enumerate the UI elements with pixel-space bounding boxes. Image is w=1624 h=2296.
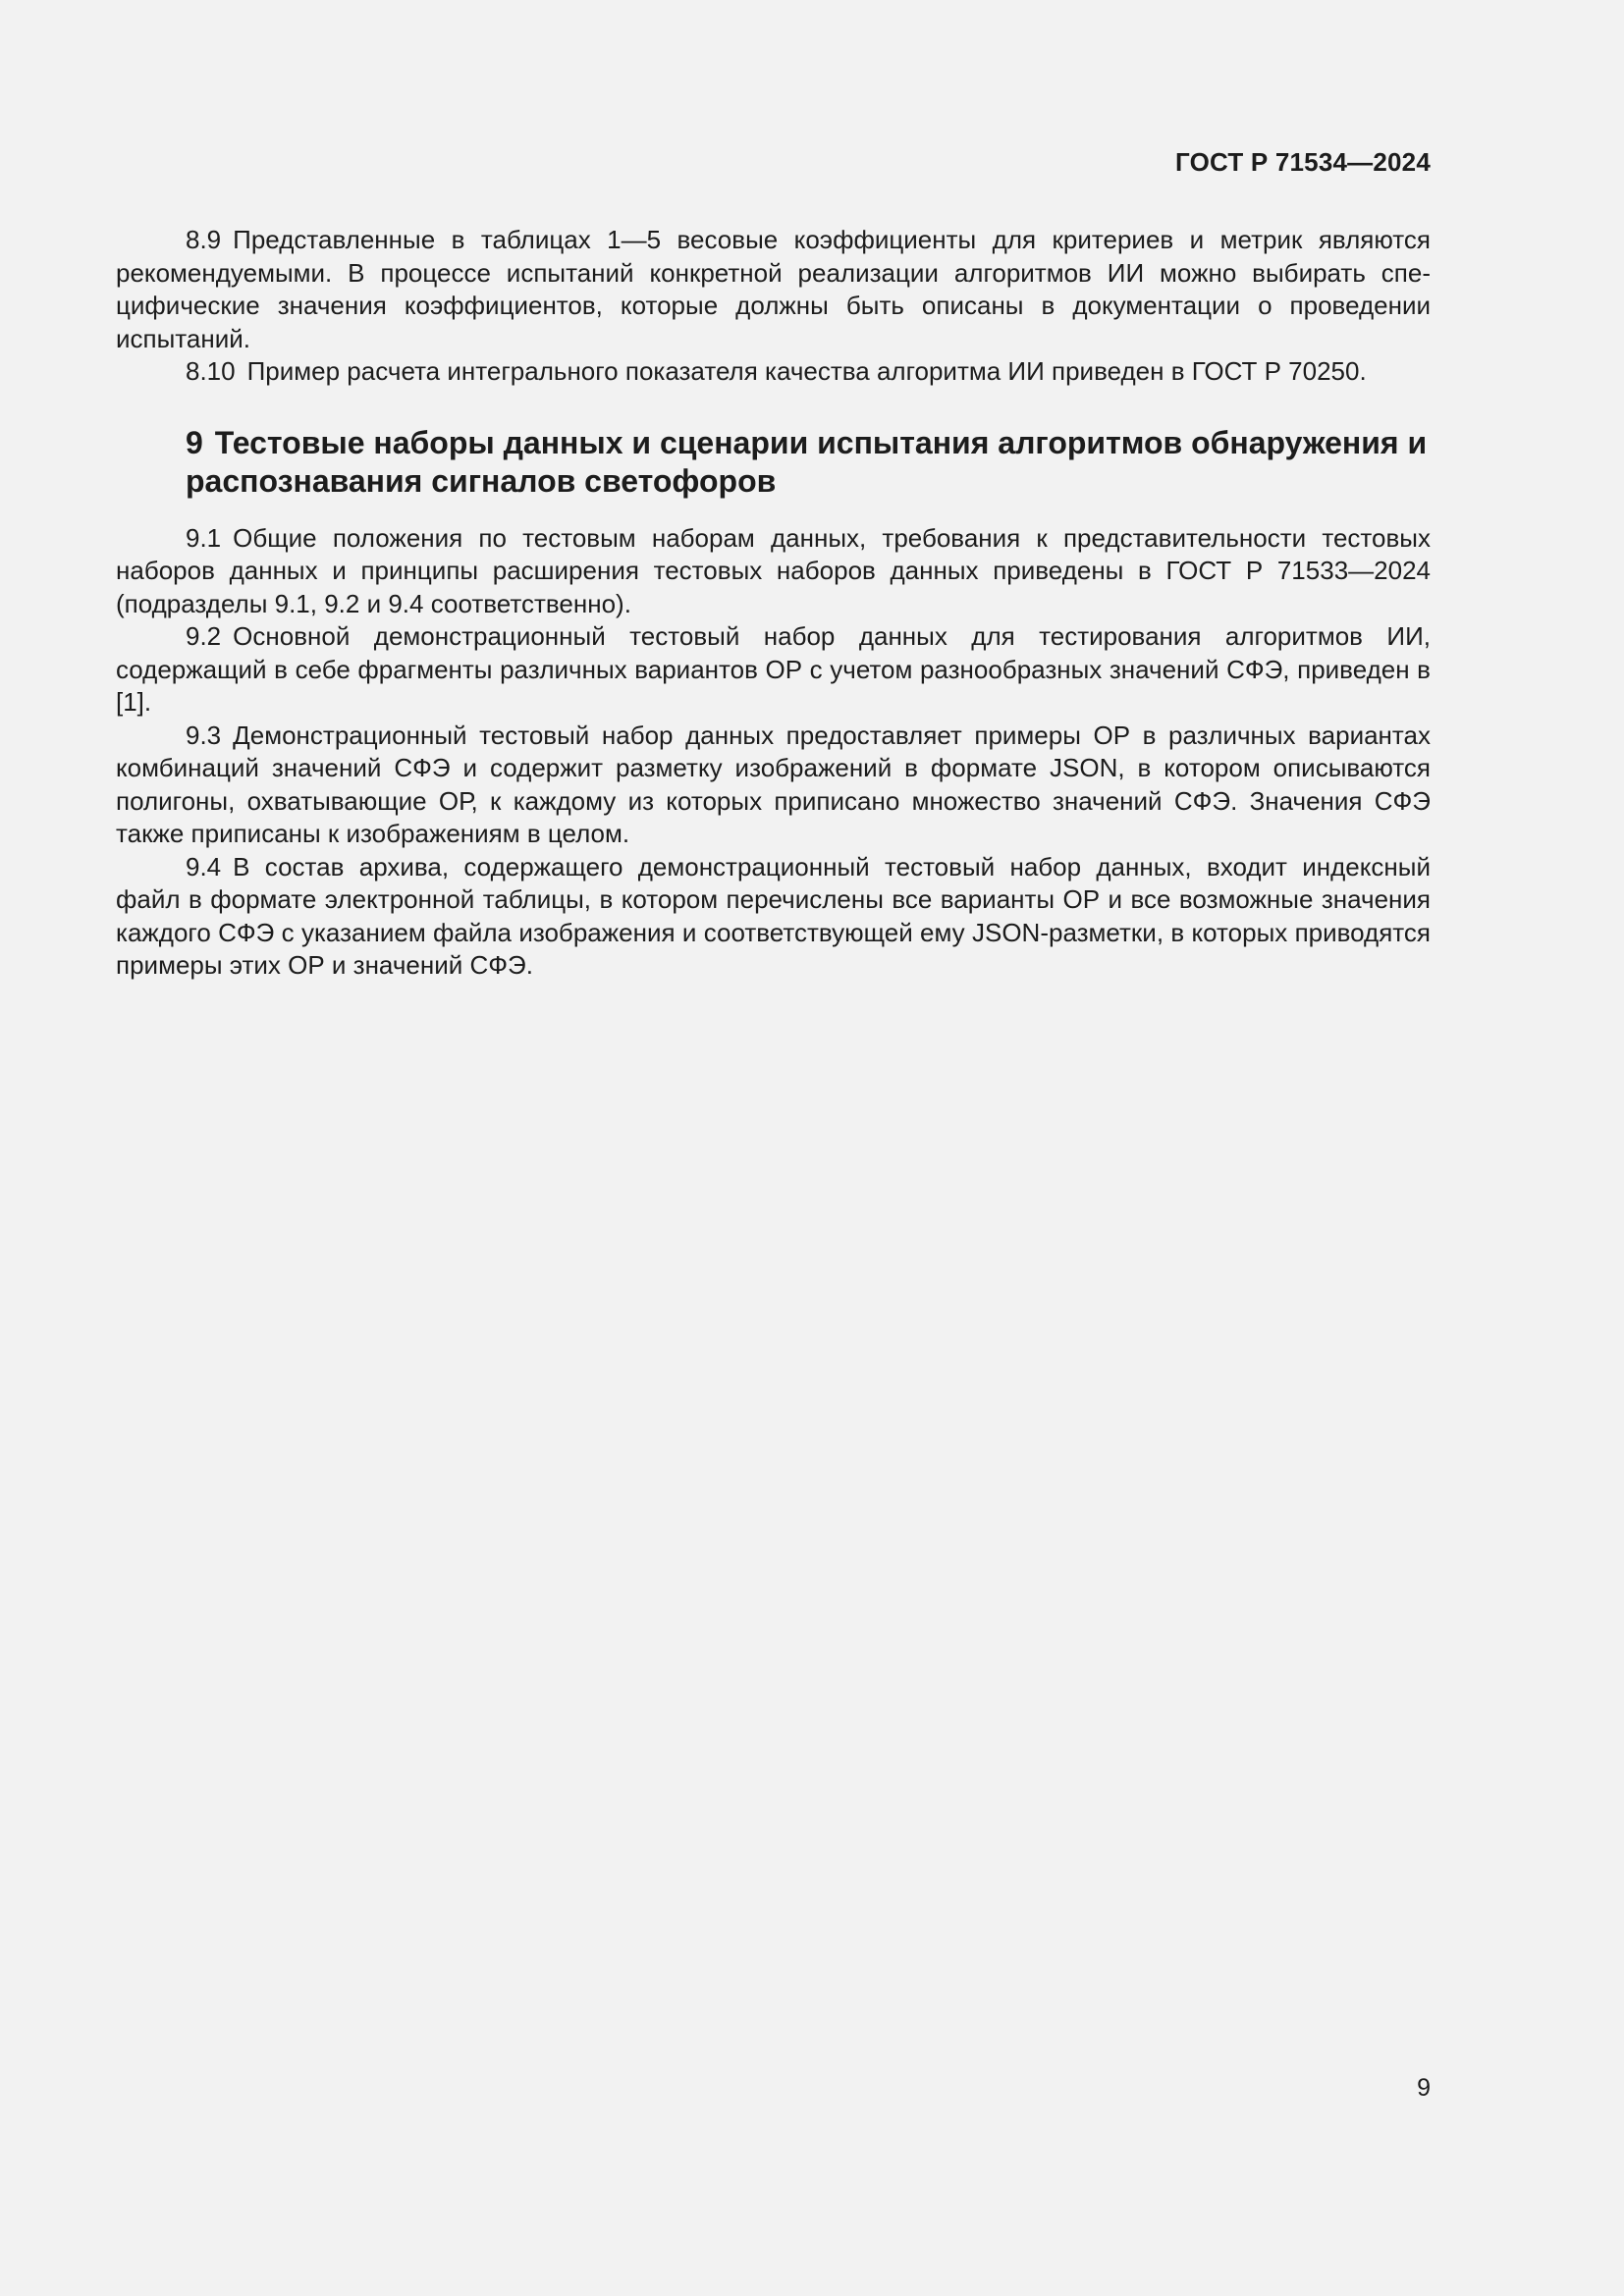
paragraph-8-9 <box>116 224 1431 355</box>
paragraph-number: 9.3 <box>186 720 222 750</box>
paragraph-number: 9.1 <box>186 522 222 553</box>
paragraph-text: Общие положения по тестовым наборам данных, требования к представительности тестовых наборов данных и принципы расширения тестовых наборов данных приведены в ГОСТ Р 71533—2024 (подразделы 9.1, 9.2 и 9.4 соответственно). <box>116 522 1431 618</box>
document-identifier: ГОСТ Р 71534—2024 <box>1175 147 1431 177</box>
page-number: 9 <box>1417 2074 1431 2102</box>
paragraph-9-4 <box>116 851 1431 983</box>
paragraph-8-10 <box>116 355 1431 389</box>
paragraph-text: Демонстрационный тестовый набор данных предоставляет примеры ОР в различных вариантах комбинаций значений СФЭ и содержит разметку изображений в формате JSON, в котором описываются полигоны, охватывающие ОР, к каждому из которых приписано множество значений СФЭ. Значения СФЭ также приписаны к изображениям в целом. <box>116 720 1431 848</box>
paragraph-text: Представленные в таблицах 1—5 весовые коэффициенты для критериев и метрик являются рекомендуемыми. В процессе испытаний конкретной реализации алгоритмов ИИ можно выбирать специфические значения коэффициентов, которые должны быть описаны в документации о проведении испытаний. <box>116 225 1431 353</box>
paragraph-9-1 <box>116 522 1431 621</box>
paragraph-text: В состав архива, содержащего демонстрационный тестовый набор данных, входит индексный файл в формате электронной таблицы, в котором перечислены все варианты ОР и все возможные значения каждого СФЭ с указанием файла изображения и соответствующей ему JSON-разметки, в которых приводятся примеры этих ОР и значений СФЭ. <box>116 851 1431 980</box>
section-title: Тестовые наборы данных и сценарии испытания алгоритмов обнаружения и распознавания сигналов светофоров <box>186 424 1428 499</box>
paragraph-9-2 <box>116 620 1431 720</box>
paragraph-9-3 <box>116 720 1431 851</box>
paragraph-text: Пример расчета интегрального показателя качества алгоритма ИИ приведен в ГОСТ Р 70250. <box>246 356 1367 386</box>
paragraph-number: 8.9 <box>186 225 222 254</box>
paragraph-number: 9.4 <box>186 851 222 881</box>
paragraph-number: 8.10 <box>186 356 236 386</box>
paragraph-text: Основной демонстрационный тестовый набор данных для тестирования алгоритмов ИИ, содержащий в себе фрагменты различных вариантов ОР с учетом разнообразных значений СФЭ, приведен в [1]. <box>116 621 1431 717</box>
paragraph-number: 9.2 <box>186 621 222 651</box>
document-body <box>116 224 1431 983</box>
section-number: 9 <box>186 424 203 460</box>
section-heading <box>186 424 1431 501</box>
